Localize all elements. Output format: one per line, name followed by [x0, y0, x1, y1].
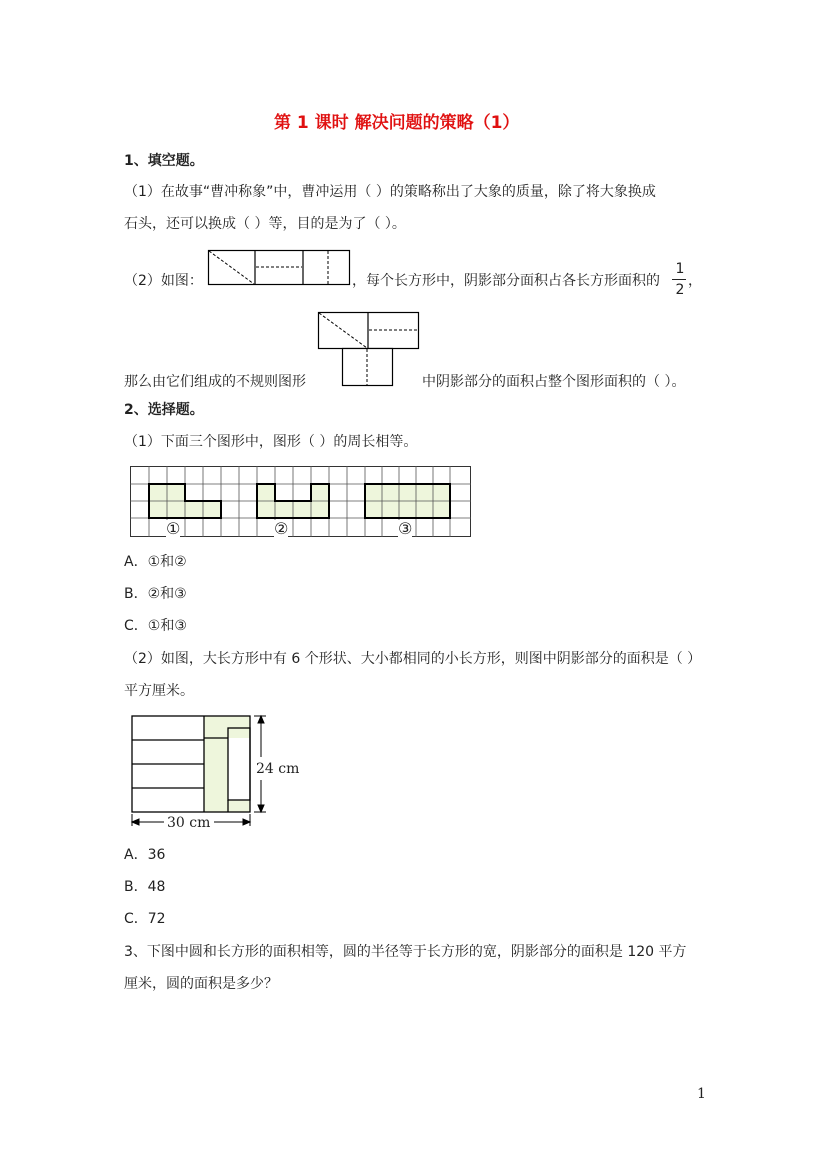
q1-p1-line1: （1）在故事“曹冲称象”中，曹冲运用（ ）的策略称出了大象的质量，除了将大象换成 [124, 184, 656, 200]
q2-2-option-c: C．72 [124, 911, 166, 927]
q2-2-option-a: A．36 [124, 847, 166, 863]
q3-line1: 3、下图中圆和长方形的面积相等，圆的半径等于长方形的宽，阴影部分的面积是 120 平方 [124, 944, 687, 960]
dimension-height-label: 24 cm [256, 761, 300, 777]
page-number: 1 [697, 1086, 706, 1102]
q3-line2: 厘米，圆的面积是多少？ [124, 976, 278, 992]
q1-p2-line2-prefix: 那么由它们组成的不规则图形 [124, 374, 306, 390]
fraction-bar [672, 279, 686, 280]
q1-p2-suffix: ，每个长方形中，阴影部分面积占各长方形面积的 [352, 273, 660, 289]
q2-1-option-c: C．①和③ [124, 618, 187, 634]
grid-shapes-figure [130, 466, 472, 538]
shape-label-2: ② [274, 519, 289, 538]
shape-label-1: ① [166, 519, 181, 538]
q2-p2-line2: 平方厘米。 [124, 683, 194, 699]
fraction-tail: ， [688, 273, 702, 289]
q2-1-option-a: A．①和② [124, 554, 187, 570]
q2-heading: 2、选择题。 [124, 402, 204, 418]
q2-1-option-b: B．②和③ [124, 586, 187, 602]
page-title: 第 1 课时 解决问题的策略（1） [274, 113, 520, 133]
q1-p2-prefix: （2）如图： [124, 273, 203, 289]
q2-2-option-b: B．48 [124, 879, 166, 895]
three-rectangles-figure [208, 250, 350, 286]
q2-p1: （1）下面三个图形中，图形（ ）的周长相等。 [124, 434, 418, 450]
q1-p2-line2-suffix: 中阴影部分的面积占整个图形面积的（ ）。 [422, 374, 686, 390]
shape-label-3: ③ [398, 519, 413, 538]
dimension-width-label: 30 cm [167, 815, 211, 831]
q2-p2-line1: （2）如图，大长方形中有 6 个形状、大小都相同的小长方形，则图中阴影部分的面积是（ ） [124, 651, 702, 667]
irregular-shape-figure [318, 312, 420, 388]
fraction-denominator: 2 [675, 282, 685, 298]
q1-heading: 1、填空题。 [124, 153, 204, 169]
fraction-numerator: 1 [675, 261, 685, 277]
q1-p1-line2: 石头，还可以换成（ ）等，目的是为了（ ）。 [124, 216, 406, 232]
